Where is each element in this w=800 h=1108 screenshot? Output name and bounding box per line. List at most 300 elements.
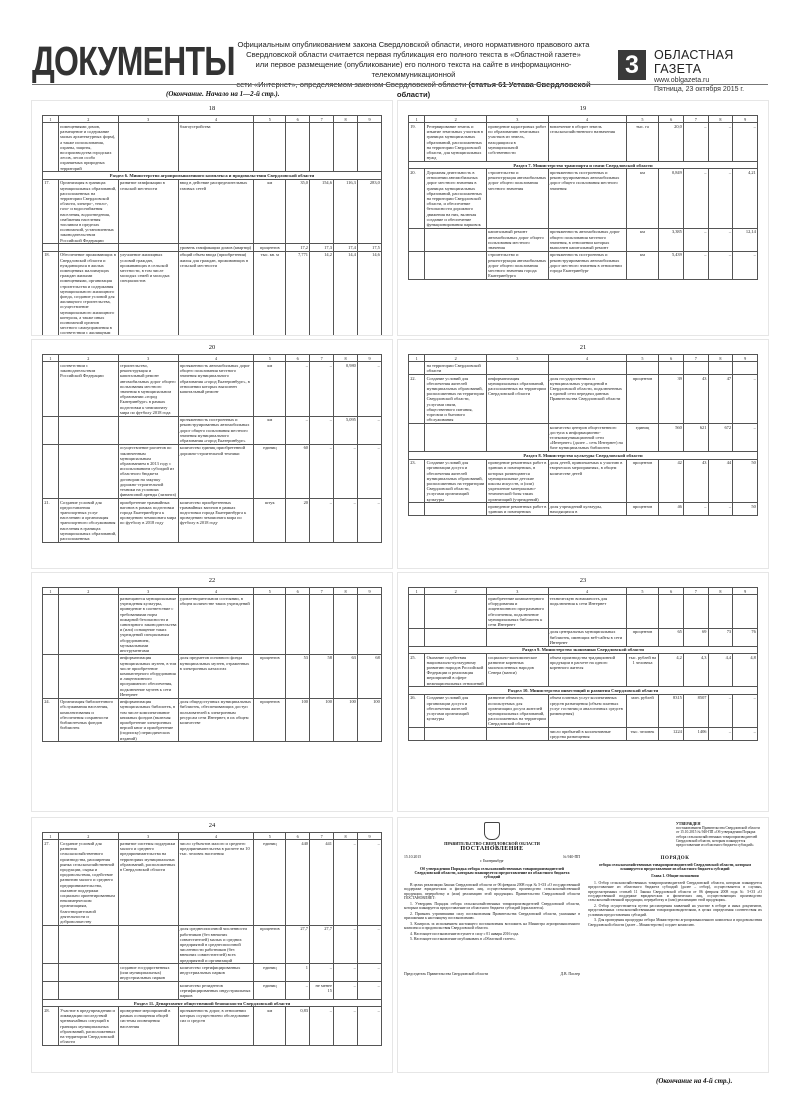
table-cell: техническую возможность для подключения к сети Интернет (548, 595, 626, 628)
table-cell: размещаются муниципальные учреждения культуры, приведение в соответствие с требованиями норм пожарной безопасности и санитарного законодательства и (или) оснащение таких учреждений специальным оборудованием, музыкальными инструментами (119, 595, 177, 654)
table-cell: уровень газификации домов (квартир) (178, 244, 254, 251)
table-row (43, 499, 382, 543)
table-cell (486, 628, 548, 646)
table-cell: – (310, 1007, 334, 1046)
order-column (588, 822, 762, 928)
table-cell: 68 (358, 654, 382, 698)
order-paragraph: 2. Отбор осуществляется путем рассмотрения заявлений на участие в отборе и иных документов, представленных сельскохозяйственными товаропроизводителями, в целях определения соответствия их условиям предоставления субсидий. (588, 904, 762, 917)
table-cell: 3,385 (659, 228, 684, 251)
indicators-table (42, 587, 382, 742)
column-number: 2 (58, 833, 118, 840)
column-number: 4 (178, 116, 254, 123)
column-number: 4 (178, 355, 254, 362)
table-cell: строительство и реконструкция автомобильных дорог общего пользования местного значения (486, 169, 548, 228)
column-number: 6 (286, 833, 310, 840)
table-cell: 65 (659, 628, 684, 646)
table-cell (118, 982, 178, 1000)
table-cell (409, 628, 425, 646)
table-cell: 1406 (684, 728, 709, 741)
section-row (43, 1000, 382, 1007)
table-row (43, 123, 382, 172)
table-cell (254, 123, 286, 172)
column-number: 6 (286, 588, 310, 595)
table-cell: количество центров общественного доступа к информационно-телекоммуникационной сети «Интернет» (далее – сеть Интернет) на базе муниципальных библиотек (548, 424, 626, 452)
table-cell: – (358, 499, 382, 543)
column-number: 9 (733, 355, 758, 362)
publication-notice-line: Свердловской области считается первая публикация его полного текста в «Областной газете» (246, 50, 581, 59)
decree-paragraph: В целях реализации Закона Свердловской области от 06 февраля 2008 года № 5-ОЗ «О государственной поддержке юридических и физических лиц, осуществляющих производство сельскохозяйственной продукции, переработку и (или) реализацию этой продукции» Правительство Свердловской области ПОСТАНОВЛЯЕТ: (404, 882, 580, 901)
decree-city: г. Екатеринбург (480, 859, 504, 864)
table-cell: км (254, 362, 286, 416)
table-cell: проведение ремонтных работ в зданиях и помещениях, в которых размещаются муниципальные детские школы искусств, и (или) укрепление материально-технической базы таких организаций (учреждений) (488, 460, 547, 502)
table-cell (684, 362, 709, 375)
table-cell: 35,0 (286, 179, 310, 244)
table-cell: 100 (334, 698, 358, 742)
chapter-heading: Глава 1. Общие положения (651, 874, 699, 879)
table-cell: 100 (286, 698, 310, 742)
masthead (654, 48, 768, 94)
table-cell: протяженность автомобильных дорог общего пользования местного значения, в отношении которых выполнен капитальный ремонт (548, 228, 626, 251)
order-title: ПОРЯДОК (660, 856, 690, 862)
table-cell (708, 362, 733, 375)
table-cell: протяженность построенных и реконструированных автомобильных дорог общего пользования местного значения муниципального образования «город Екатеринбург» (178, 416, 254, 444)
table-row (409, 595, 758, 628)
table-cell: количество сертифицированных индустриальных парков (178, 964, 254, 982)
paper-url[interactable]: www.oblgazeta.ru (654, 77, 710, 84)
section-row (409, 452, 758, 459)
publication-notice-line (226, 80, 601, 100)
table-cell (43, 595, 59, 654)
section-title-cell: Раздел 10. Министерство инвестиций и развития Свердловской области (409, 687, 758, 694)
table-cell: процентов (626, 628, 659, 646)
table-cell (58, 416, 118, 444)
column-number-row (43, 355, 382, 362)
table-cell: объем платных услуг коллективных средств размещения (объем платных услуг гостиниц и аналогичных средств размещения) (548, 694, 626, 727)
table-cell: – (286, 982, 310, 1000)
column-number: 8 (708, 588, 733, 595)
document-page (398, 101, 768, 335)
table-cell: протяженность автомобильных дорог общего пользования местного значения муниципального образования «город Екатеринбург», в отношении которых выполнен капитальный ремонт (178, 362, 254, 416)
column-number: 2 (425, 116, 487, 123)
column-number: 2 (58, 588, 118, 595)
decree-paragraph: 5. Настоящее постановление опубликовать в «Областной газете». (410, 937, 516, 942)
approval-stamp (676, 822, 762, 847)
indicators-table (408, 354, 758, 516)
table-cell (43, 244, 59, 251)
table-cell (425, 503, 487, 516)
table-cell (684, 595, 709, 628)
table-cell: – (708, 169, 733, 228)
table-cell: 24. (43, 698, 59, 742)
table-row (409, 251, 758, 279)
table-cell (334, 595, 358, 654)
table-cell: 60 (286, 444, 310, 498)
decree-body (404, 883, 580, 942)
table-cell: штук (254, 499, 286, 543)
table-row (43, 362, 382, 416)
table-cell: – (684, 251, 709, 279)
table-cell: удовлетворительном состоянии, в общем количестве таких учреждений (178, 595, 254, 654)
column-number: 3 (118, 833, 178, 840)
approval-text: постановлением Правительства Свердловской области от 15.10.2015 № 940-ПП «Об утверждении Порядка отбора сельскохозяйственных товаропроизводителей Свердловской области, которым планируется предоставление из областного бюджета субсидий» (676, 826, 760, 848)
table-row (409, 228, 758, 251)
table-cell (659, 595, 684, 628)
table-cell: протяженность построенных и реконструированных автомобильных дорог общего пользования местного значения (548, 169, 626, 228)
column-number: 2 (58, 355, 118, 362)
table-cell (733, 595, 758, 628)
column-number: 1 (43, 116, 59, 123)
order-paragraph: 3. Для проведения процедуры отбора Министерство агропромышленного комплекса и продовольствия Свердловской области (далее – Министерство) создает комиссию. (588, 918, 762, 927)
table-cell (43, 444, 59, 498)
column-number: 7 (310, 833, 334, 840)
table-cell: км (254, 1007, 286, 1046)
decree-heading: Об утверждении Порядка отбора сельскохозяйственных товаропроизводителей Свердловской области, которым планируется предоставление из областного бюджета субсидий (414, 865, 570, 880)
table-cell (425, 228, 487, 251)
table-cell (409, 728, 425, 741)
table-cell: 0,849 (659, 169, 684, 228)
table-cell (43, 654, 59, 698)
column-number: 7 (310, 116, 334, 123)
table-cell: Резервирование земель и изъятие земельных участков в границах муниципальных образований, расположенных на территории Свердловской области, для муниципальных нужд (425, 123, 487, 162)
table-cell: Организация библиотечного обслуживания населения, комплектования и обеспечения сохранности библиотечных фондов библиотек (58, 698, 118, 742)
table-cell (425, 628, 487, 646)
document-page (398, 573, 768, 811)
signer-name: Д.В. Паслер (560, 971, 580, 976)
table-cell: Создание условий для организации досуга и обеспечения жителей муниципальных образований, расположенных на территории Свердловской области, услугами организаций культуры (425, 459, 487, 503)
table-cell: – (358, 982, 382, 1000)
column-number: 4 (178, 833, 254, 840)
table-cell (626, 595, 659, 628)
table-cell: 63 (334, 654, 358, 698)
section-title-cell: Раздел 7. Министерство транспорта и связи Свердловской области (409, 162, 758, 169)
column-number: 8 (334, 833, 358, 840)
table-cell: 18. (43, 251, 59, 335)
table-cell: 17,5 (358, 244, 382, 251)
table-cell: 19. (409, 123, 425, 162)
column-number: 4 (178, 588, 254, 595)
table-cell (548, 362, 626, 375)
issue-date: Пятница, 23 октября 2015 г. (654, 86, 745, 93)
table-row (43, 698, 382, 742)
table-cell: вовлечение в оборот земель сельскохозяйственного назначения (548, 123, 626, 162)
table-row (43, 654, 382, 698)
column-number: 5 (254, 588, 286, 595)
table-cell (409, 424, 425, 452)
indicators-table (408, 115, 758, 280)
table-cell: – (334, 925, 358, 964)
table-cell (118, 416, 178, 444)
indicators-table (42, 832, 382, 1046)
table-cell: 1224 (659, 728, 684, 741)
table-cell: 12,14 (733, 228, 758, 251)
table-cell: 441 (310, 840, 334, 925)
table-cell: Организация в границах муниципальных образований, расположенных на территории Свердловской области, электро-, тепло-, газо- и водоснабжения населения, водоотведения, снабжения населения топливом в пределах полномочий, установленных законодательством Российской Федерации (58, 179, 118, 244)
table-cell (409, 595, 425, 628)
table-cell: процентов (626, 503, 659, 516)
column-number: 9 (733, 588, 758, 595)
table-cell: – (310, 444, 334, 498)
table-cell: 28. (43, 1007, 59, 1046)
table-cell (43, 982, 59, 1000)
table-row (409, 694, 758, 727)
table-cell: 440 (286, 840, 310, 925)
table-cell (486, 424, 548, 452)
table-cell: 621 (684, 424, 709, 452)
column-number: 4 (548, 116, 626, 123)
decree-number: № 940-ПП (562, 854, 580, 859)
column-number: 5 (626, 355, 659, 362)
section-title: ДОКУМЕНТЫ (32, 38, 235, 84)
table-cell: 39 (659, 374, 684, 423)
table-cell (58, 595, 118, 654)
column-number: 7 (310, 355, 334, 362)
table-cell: 17,2 (286, 244, 310, 251)
table-cell: – (708, 251, 733, 279)
table-cell: приобретение трамвайных вагонов в рамках подготовки города Екатеринбурга к проведению чемпионата мира по футболу в 2018 году (118, 499, 178, 543)
table-cell (118, 244, 178, 251)
table-cell: 8507 (684, 694, 709, 727)
column-number: 7 (684, 355, 709, 362)
table-cell: объем производства традиционной продукции в расчете на одного коренного жителя (548, 653, 626, 686)
column-number-row (43, 833, 382, 840)
table-cell: процентов (626, 459, 659, 503)
table-cell: 0,980 (334, 362, 358, 416)
table-cell: 27,7 (286, 925, 310, 964)
approval-title: УТВЕРЖДЕН (676, 822, 701, 826)
coat-of-arms-icon (484, 822, 500, 840)
column-number: 4 (548, 355, 626, 362)
table-row (409, 728, 758, 741)
table-cell: развитие системы поддержки малого и среднего предпринимательства на территориях муниципальных образований, расположенных в Свердловской области (118, 840, 178, 925)
table-row (43, 964, 382, 982)
column-number: 9 (733, 116, 758, 123)
table-cell (708, 595, 733, 628)
table-cell: – (286, 416, 310, 444)
page-number: 20 (208, 344, 216, 351)
table-cell: – (733, 424, 758, 452)
table-cell (310, 595, 334, 654)
table-cell: процентов (626, 374, 659, 423)
table-cell (409, 251, 425, 279)
table-cell: капитальный ремонт автомобильных дорог общего пользования местного значения (486, 228, 548, 251)
table-cell: 283,0 (358, 179, 382, 244)
table-cell (358, 123, 382, 172)
column-number: 7 (684, 588, 709, 595)
table-cell: единиц (254, 982, 286, 1000)
table-cell: Создание условий для обеспечения жителей муниципальных образований, расположенных на территории Свердловской области, услугами связи, общественного питания, торговли и бытового обслуживания (425, 374, 487, 423)
table-cell: 42 (659, 459, 684, 503)
table-cell (486, 362, 548, 375)
table-row (409, 169, 758, 228)
page-number: 19 (579, 105, 587, 112)
table-cell: – (733, 694, 758, 727)
document-page (398, 340, 768, 568)
table-row (43, 244, 382, 251)
table-cell: число субъектов малого и среднего предпринимательства в расчете на 10 тыс. человек населения (178, 840, 254, 925)
table-cell: – (684, 169, 709, 228)
table-cell: не менее 15 (310, 982, 334, 1000)
table-cell (43, 416, 59, 444)
table-cell: 50 (733, 459, 758, 503)
table-cell (58, 654, 118, 698)
table-cell: 560 (659, 424, 684, 452)
table-cell (118, 925, 178, 964)
document-page (32, 101, 392, 335)
indicators-table (408, 587, 758, 741)
column-number: 5 (254, 116, 286, 123)
table-cell: 8315 (659, 694, 684, 727)
table-cell: – (708, 694, 733, 727)
column-number: 5 (254, 833, 286, 840)
section-title-cell: Раздел 11. Департамент общественной безопасности Свердловской области (43, 1000, 382, 1007)
column-number-row (43, 116, 382, 123)
section-title-cell: Раздел 9. Министерство экономики Свердловской области (409, 646, 758, 653)
continued-note: (Окончание. Начало на 1—2-й стр.). (166, 90, 280, 98)
table-cell: 53 (286, 654, 310, 698)
table-cell: 14,6 (358, 251, 382, 335)
table-cell: единиц (254, 840, 286, 925)
table-cell: Участие в предупреждении и ликвидации последствий чрезвычайных ситуаций в границах муниципальных образований, расположенных на территории Свердловской области (58, 1007, 118, 1046)
table-cell (58, 444, 118, 498)
table-cell: 0,83 (286, 1007, 310, 1046)
document-kind: ПОСТАНОВЛЕНИЕ (460, 846, 524, 853)
table-cell: 5,439 (659, 251, 684, 279)
section-row (409, 687, 758, 694)
column-number: 9 (358, 833, 382, 840)
table-cell: – (310, 416, 334, 444)
table-cell: проведение ремонтных работ в зданиях и помещениях (488, 504, 547, 515)
table-cell: помещениями домов, размещение и содержание малых архитектурных форм), а также использования, охраны, защиты, воспроизводства городских лесов, лесов особо охраняемых природных территорий (58, 123, 118, 172)
table-cell (58, 964, 118, 982)
table-cell: строительство и реконструкция автомобильных дорог общего пользования местного значения города Екатеринбурга (488, 252, 547, 279)
column-number: 6 (659, 355, 684, 362)
column-number: 3 (486, 355, 548, 362)
table-cell: 100 (358, 698, 382, 742)
table-cell: 27,7 (310, 925, 334, 964)
section-title-cell: Раздел 8. Министерство культуры Свердловской области (409, 452, 758, 459)
table-cell: 50 (733, 503, 758, 516)
table-cell: количество единиц приобретенной дорожно-строительной техники (178, 444, 254, 498)
table-row (43, 251, 382, 335)
table-row (409, 503, 758, 516)
publication-notice-line: или первое размещение (опубликование) его полного текста на сайте в информационно-телекоммуникационной (255, 60, 572, 79)
column-number: 3 (486, 588, 548, 595)
table-cell: – (684, 228, 709, 251)
column-number: 3 (118, 355, 178, 362)
table-cell: тыс. кв. м (254, 251, 286, 335)
column-number: 3 (486, 116, 548, 123)
table-cell: – (310, 964, 334, 982)
table-cell (58, 244, 118, 251)
table-cell: 4,4 (708, 653, 733, 686)
table-cell: 76 (733, 628, 758, 646)
table-cell: тыс. человек (626, 728, 659, 741)
column-number: 6 (286, 116, 310, 123)
table-cell (659, 362, 684, 375)
table-cell: 154,6 (310, 179, 334, 244)
table-cell: единиц (626, 424, 659, 452)
table-cell: – (310, 362, 334, 416)
table-cell: информатизация муниципальных образований, расположенных на территории Свердловской области (486, 374, 548, 423)
decree-page (398, 818, 768, 1072)
table-row (43, 925, 382, 964)
table-cell: – (733, 728, 758, 741)
table-cell: доля государственных и муниципальных учреждений в Свердловской области, подключенных к единой сети передачи данных Правительства Свердловской области (548, 374, 626, 423)
table-cell: 47 (708, 374, 733, 423)
column-number: 8 (708, 355, 733, 362)
column-number: 9 (358, 355, 382, 362)
order-paragraph: 1. Отбор сельскохозяйственных товаропроизводителей Свердловской области, которым планируется предоставление из областного бюджета субсидий (далее – отбор), осуществляется в случаях, предусмотренных статьей 11 Закона Свердловской области от 06 февраля 2008 года № 5-ОЗ «О государственной поддержке юридических и физических лиц, осуществляющих производство сельскохозяйственной продукции, переработку и (или) реализацию этой продукции». (588, 880, 762, 903)
document-page (32, 340, 392, 568)
table-cell: 17. (43, 179, 59, 244)
table-cell: протяженность дорог, в отношении которых осуществлено обследование сил и средств (178, 1007, 254, 1046)
table-cell: млн. рублей (626, 694, 659, 727)
document-page (32, 818, 392, 1072)
table-cell (310, 123, 334, 172)
column-number: 9 (358, 588, 382, 595)
table-cell: – (708, 123, 733, 162)
table-cell: 1 (286, 964, 310, 982)
table-row (43, 840, 382, 925)
table-cell: 21. (43, 499, 59, 543)
column-number: 3 (118, 588, 178, 595)
table-cell: – (684, 503, 709, 516)
column-number: 1 (409, 588, 425, 595)
table-cell: тыс. га (626, 123, 659, 162)
table-cell (286, 595, 310, 654)
table-cell: благоустройства (178, 123, 254, 172)
table-cell: 22. (409, 374, 425, 423)
table-cell: процентов (254, 698, 286, 742)
table-cell: процентов (254, 925, 286, 964)
column-number: 6 (659, 588, 684, 595)
table-cell: 672 (708, 424, 733, 452)
table-cell (254, 595, 286, 654)
table-cell: доля предметов основного фонда муниципальных музеев, отраженных в электронных каталогах (178, 654, 254, 698)
column-number: 5 (626, 116, 659, 123)
table-cell: 26. (409, 694, 425, 727)
table-cell (118, 123, 178, 172)
order-subtitle: отбора сельскохозяйственных товаропроизводителей Свердловской области, которым планируется предоставление из областного бюджета субсидий (598, 862, 752, 872)
column-number: 9 (358, 116, 382, 123)
table-cell: Обеспечение проживающих в Свердловской области и нуждающихся в жилых помещениях малоимущих граждан жилыми помещениями, организация строительства и содержания муниципального жилищного фонда, создание условий для жилищного строительства, осуществление муниципального жилищного контроля, а также иных полномочий органов местного самоуправления в соответствии с жилищным (58, 251, 118, 335)
table-cell: общий объем ввода (приобретения) жилья для граждан, проживающих в сельской местности (178, 251, 254, 335)
table-cell: 73 (708, 628, 733, 646)
header-divider (32, 84, 768, 85)
table-cell (286, 123, 310, 172)
column-number: 2 (58, 116, 118, 123)
table-cell: – (733, 251, 758, 279)
table-cell (43, 123, 59, 172)
column-number: 1 (409, 355, 425, 362)
table-cell (409, 228, 425, 251)
page-number: 23 (579, 577, 587, 584)
table-cell: единиц (254, 444, 286, 498)
table-cell: 4,2 (659, 653, 684, 686)
table-cell (58, 982, 118, 1000)
table-cell: – (358, 1007, 382, 1046)
table-cell: 4,3 (684, 653, 709, 686)
table-cell: развитие газификации в сельской местности (118, 179, 178, 244)
table-cell: 27. (43, 840, 59, 925)
table-cell: соответствии с законодательством Российской Федерации (58, 362, 118, 416)
table-cell: доля среднесписочной численности работников (без внешних совместителей) малых и средних предприятий в среднесписочной численности работников (без внешних совместителей) всех предприятий и организаций (178, 925, 254, 964)
table-cell: 46 (659, 503, 684, 516)
column-number-row (409, 116, 758, 123)
table-cell: 4,21 (733, 169, 758, 228)
table-cell: Создание условий для предоставления транспортных услуг населению и организация транспортного обслуживания населения в границах муниципальных образований, расположенных (58, 499, 118, 543)
decree-paragraph: 4. Настоящее постановление вступает в силу с 01 января 2016 года. (410, 931, 520, 936)
